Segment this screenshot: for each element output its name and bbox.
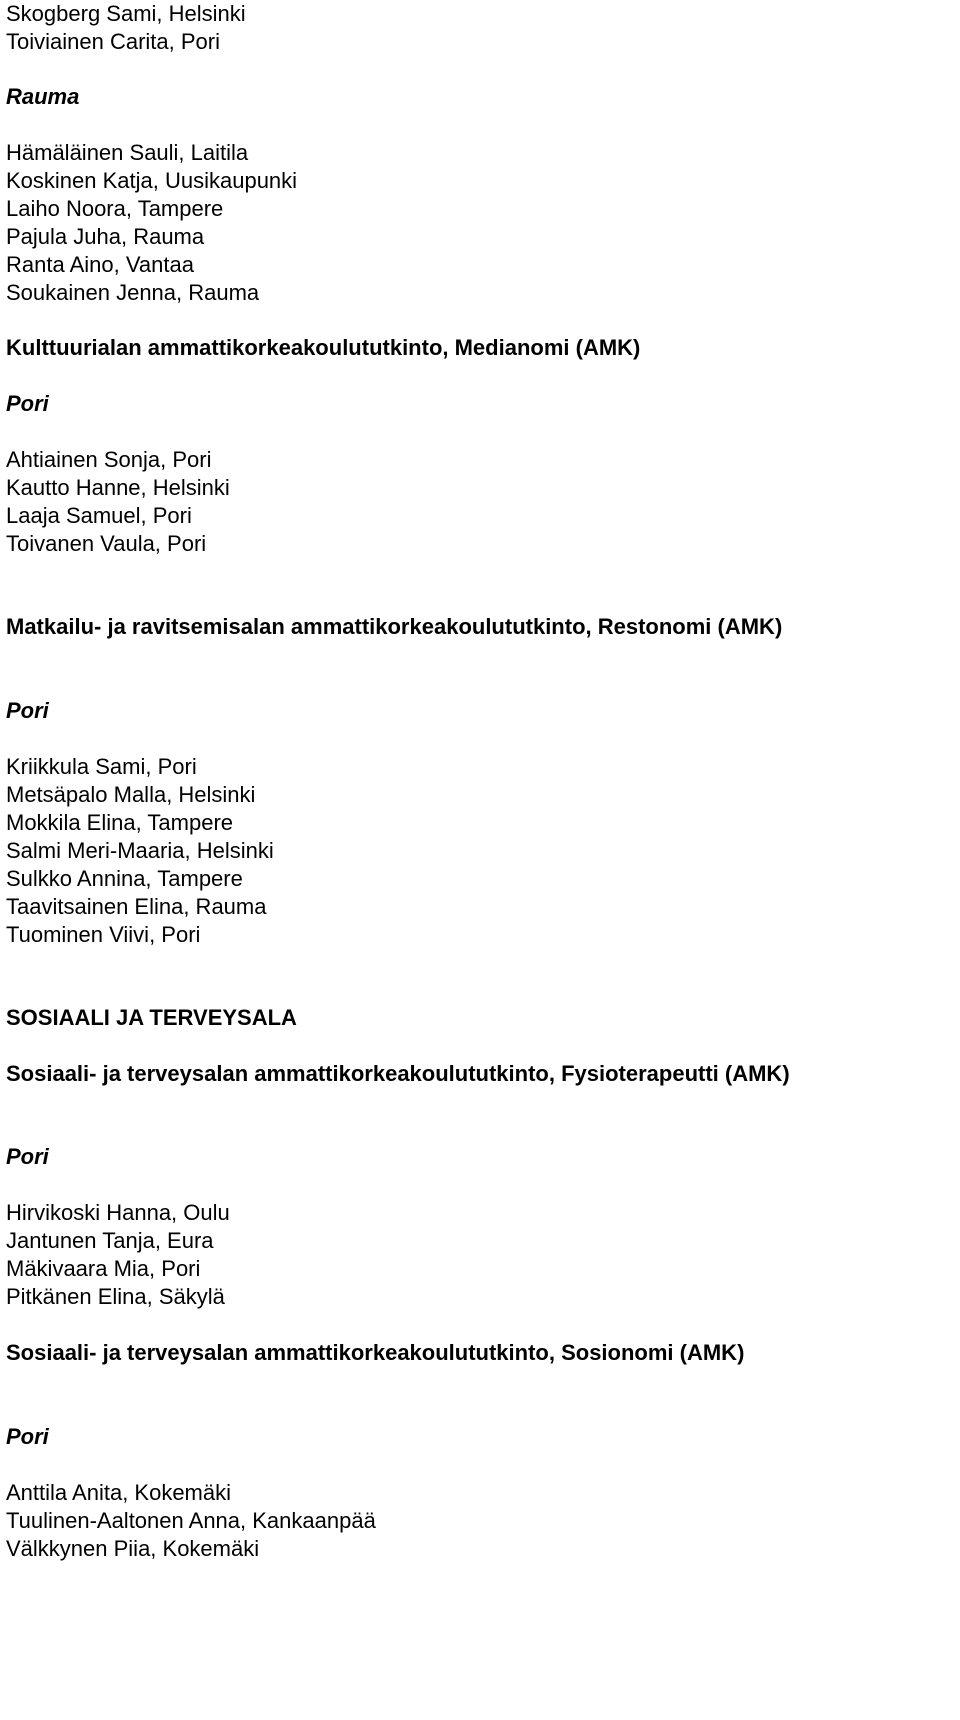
section-heading-sote: SOSIAALI JA TERVEYSALA (6, 1005, 297, 1030)
location-heading-pori: Pori (6, 698, 49, 723)
graduate-name: Sulkko Annina, Tampere (6, 866, 243, 891)
graduate-name: Mäkivaara Mia, Pori (6, 1256, 201, 1281)
graduate-name: Mokkila Elina, Tampere (6, 810, 234, 835)
graduate-name: Ranta Aino, Vantaa (6, 252, 194, 277)
degree-heading-medianomi: Kulttuurialan ammattikorkeakoulututkinto, Medianomi (AMK) (6, 335, 641, 360)
graduate-name: Toiviainen Carita, Pori (6, 29, 220, 54)
graduate-name: Salmi Meri-Maaria, Helsinki (6, 838, 274, 863)
graduate-name: Toivanen Vaula, Pori (6, 531, 207, 556)
graduate-name: Laaja Samuel, Pori (6, 503, 192, 528)
location-heading-pori: Pori (6, 391, 49, 416)
location-heading-rauma: Rauma (6, 84, 80, 109)
graduate-name: Kautto Hanne, Helsinki (6, 475, 230, 500)
graduate-name: Pajula Juha, Rauma (6, 224, 205, 249)
degree-heading-fysioterapeutti: Sosiaali- ja terveysalan ammattikorkeakoulututkinto, Fysioterapeutti (AMK) (6, 1061, 790, 1086)
graduate-name: Tuulinen-Aaltonen Anna, Kankaanpää (6, 1508, 376, 1533)
degree-heading-sosionomi: Sosiaali- ja terveysalan ammattikorkeakoulututkinto, Sosionomi (AMK) (6, 1340, 745, 1365)
graduate-name: Laiho Noora, Tampere (6, 196, 224, 221)
graduate-name: Välkkynen Piia, Kokemäki (6, 1536, 260, 1561)
graduate-name: Taavitsainen Elina, Rauma (6, 894, 267, 919)
graduate-name: Metsäpalo Malla, Helsinki (6, 782, 256, 807)
location-heading-pori: Pori (6, 1424, 49, 1449)
location-heading-pori: Pori (6, 1144, 49, 1169)
graduate-name: Hämäläinen Sauli, Laitila (6, 140, 249, 165)
graduate-name: Ahtiainen Sonja, Pori (6, 447, 212, 472)
graduate-name: Skogberg Sami, Helsinki (6, 1, 246, 26)
graduate-name: Koskinen Katja, Uusikaupunki (6, 168, 298, 193)
degree-heading-restonomi: Matkailu- ja ravitsemisalan ammattikorkeakoulututkinto, Restonomi (AMK) (6, 614, 783, 639)
graduate-name: Tuominen Viivi, Pori (6, 922, 201, 947)
graduate-name: Jantunen Tanja, Eura (6, 1228, 214, 1253)
graduate-name: Kriikkula Sami, Pori (6, 754, 197, 779)
graduate-name: Anttila Anita, Kokemäki (6, 1480, 232, 1505)
graduate-name: Hirvikoski Hanna, Oulu (6, 1200, 230, 1225)
graduate-name: Soukainen Jenna, Rauma (6, 280, 260, 305)
graduate-name: Pitkänen Elina, Säkylä (6, 1284, 225, 1309)
